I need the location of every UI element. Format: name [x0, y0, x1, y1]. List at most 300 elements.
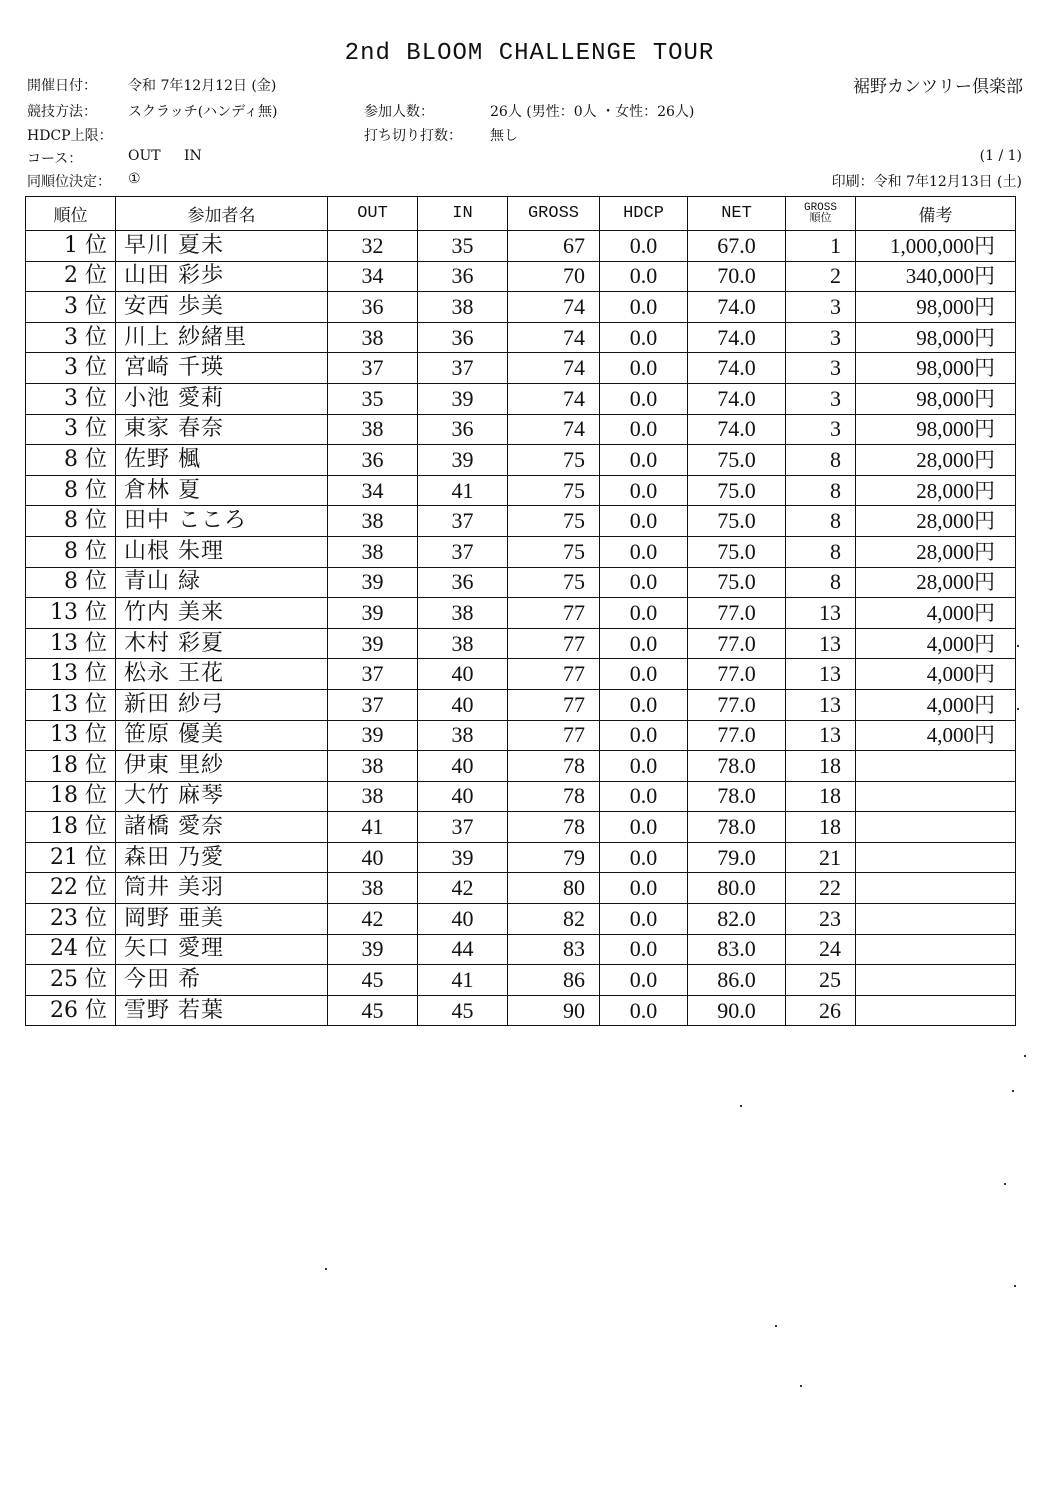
- hdcp-cell: 0.0: [600, 781, 688, 812]
- in-cell: 40: [418, 904, 508, 935]
- remarks-cell: 1,000,000円: [856, 231, 1016, 262]
- gross-cell: 78: [508, 812, 600, 843]
- gross-cell: 77: [508, 659, 600, 690]
- name-cell: 岡野 亜美: [116, 904, 328, 935]
- in-cell: 40: [418, 689, 508, 720]
- net-cell: 74.0: [688, 353, 786, 384]
- in-cell: 42: [418, 873, 508, 904]
- net-cell: 77.0: [688, 689, 786, 720]
- in-cell: 40: [418, 781, 508, 812]
- header-net: NET: [688, 197, 786, 231]
- header-out: OUT: [328, 197, 418, 231]
- remarks-cell: 28,000円: [856, 506, 1016, 537]
- scan-speck: [325, 1268, 327, 1270]
- name-cell: 早川 夏未: [116, 231, 328, 262]
- gross-rank-cell: 13: [786, 689, 856, 720]
- in-cell: 36: [418, 414, 508, 445]
- in-cell: 37: [418, 536, 508, 567]
- table-row: [26, 506, 1016, 537]
- out-cell: 38: [328, 414, 418, 445]
- table-row: [26, 873, 1016, 904]
- name-cell: 雪野 若葉: [116, 995, 328, 1026]
- out-cell: 35: [328, 383, 418, 414]
- rank-cell: 13 位: [26, 628, 116, 659]
- in-cell: 38: [418, 598, 508, 629]
- gross-cell: 78: [508, 781, 600, 812]
- name-cell: 山根 朱理: [116, 536, 328, 567]
- name-cell: 宮崎 千瑛: [116, 353, 328, 384]
- name-cell: 矢口 愛理: [116, 934, 328, 965]
- gross-cell: 75: [508, 445, 600, 476]
- remarks-cell: 4,000円: [856, 659, 1016, 690]
- gross-cell: 86: [508, 965, 600, 996]
- name-cell: 田中 こころ: [116, 506, 328, 537]
- course-in: IN: [184, 148, 202, 164]
- scan-speck: [1004, 1183, 1006, 1185]
- remarks-cell: 340,000円: [856, 261, 1016, 292]
- gross-rank-cell: 8: [786, 567, 856, 598]
- gross-rank-cell: 13: [786, 659, 856, 690]
- gross-cell: 75: [508, 536, 600, 567]
- name-cell: 小池 愛莉: [116, 383, 328, 414]
- rank-cell: 3 位: [26, 383, 116, 414]
- out-cell: 36: [328, 292, 418, 323]
- hdcp-cell: 0.0: [600, 261, 688, 292]
- net-cell: 78.0: [688, 751, 786, 782]
- rank-cell: 21 位: [26, 842, 116, 873]
- document-title: 2nd BLOOM CHALLENGE TOUR: [344, 40, 715, 67]
- in-cell: 39: [418, 445, 508, 476]
- header-rank: 順位: [26, 197, 116, 231]
- rank-cell: 3 位: [26, 322, 116, 353]
- gross-cell: 79: [508, 842, 600, 873]
- rank-cell: 8 位: [26, 445, 116, 476]
- hdcp-cell: 0.0: [600, 383, 688, 414]
- gross-rank-cell: 2: [786, 261, 856, 292]
- table-row: [26, 414, 1016, 445]
- remarks-cell: 98,000円: [856, 353, 1016, 384]
- rank-cell: 13 位: [26, 720, 116, 751]
- out-cell: 38: [328, 751, 418, 782]
- gross-rank-cell: 13: [786, 628, 856, 659]
- gross-rank-cell: 8: [786, 536, 856, 567]
- scan-speck: [1017, 708, 1019, 710]
- scan-speck: [1024, 1055, 1026, 1057]
- gross-rank-cell: 21: [786, 842, 856, 873]
- rank-cell: 18 位: [26, 781, 116, 812]
- gross-cell: 74: [508, 353, 600, 384]
- header-gross-rank-line2: 順位: [809, 212, 832, 225]
- table-row: [26, 995, 1016, 1026]
- remarks-cell: 98,000円: [856, 414, 1016, 445]
- gross-rank-cell: 3: [786, 292, 856, 323]
- table-row: [26, 659, 1016, 690]
- net-cell: 82.0: [688, 904, 786, 935]
- print-date: 印刷：令和 7年12月13日 (土): [831, 174, 1022, 190]
- table-row: [26, 231, 1016, 262]
- participants-label: 参加人数：: [364, 104, 434, 120]
- hdcp-cell: 0.0: [600, 292, 688, 323]
- table-row: [26, 934, 1016, 965]
- table-row: [26, 720, 1016, 751]
- table-row: [26, 536, 1016, 567]
- in-cell: 37: [418, 506, 508, 537]
- remarks-cell: 28,000円: [856, 567, 1016, 598]
- gross-rank-cell: 3: [786, 414, 856, 445]
- tiebreak-value: ①: [128, 171, 141, 187]
- rank-cell: 25 位: [26, 965, 116, 996]
- remarks-cell: 28,000円: [856, 445, 1016, 476]
- out-cell: 41: [328, 812, 418, 843]
- net-cell: 75.0: [688, 445, 786, 476]
- gross-cell: 90: [508, 995, 600, 1026]
- remarks-cell: 98,000円: [856, 322, 1016, 353]
- course-label: コース：: [27, 151, 83, 167]
- results-table: [25, 196, 1016, 1026]
- header-gross: GROSS: [508, 197, 600, 231]
- net-cell: 74.0: [688, 383, 786, 414]
- gross-rank-cell: 24: [786, 934, 856, 965]
- gross-cell: 80: [508, 873, 600, 904]
- hdcp-cell: 0.0: [600, 506, 688, 537]
- hdcp-limit-label: HDCP上限：: [27, 128, 113, 144]
- out-cell: 38: [328, 781, 418, 812]
- gross-cell: 77: [508, 720, 600, 751]
- net-cell: 77.0: [688, 659, 786, 690]
- net-cell: 78.0: [688, 781, 786, 812]
- rank-cell: 2 位: [26, 261, 116, 292]
- out-cell: 39: [328, 934, 418, 965]
- gross-cell: 74: [508, 414, 600, 445]
- name-cell: 東家 春奈: [116, 414, 328, 445]
- gross-cell: 83: [508, 934, 600, 965]
- rank-cell: 8 位: [26, 475, 116, 506]
- out-cell: 34: [328, 475, 418, 506]
- rank-cell: 24 位: [26, 934, 116, 965]
- remarks-cell: 4,000円: [856, 720, 1016, 751]
- in-cell: 37: [418, 353, 508, 384]
- remarks-cell: 4,000円: [856, 598, 1016, 629]
- net-cell: 90.0: [688, 995, 786, 1026]
- name-cell: 青山 緑: [116, 567, 328, 598]
- table-header-row: [26, 197, 1016, 231]
- header-hdcp: HDCP: [600, 197, 688, 231]
- gross-rank-cell: 25: [786, 965, 856, 996]
- hdcp-cell: 0.0: [600, 231, 688, 262]
- net-cell: 74.0: [688, 322, 786, 353]
- hdcp-cell: 0.0: [600, 995, 688, 1026]
- hdcp-cell: 0.0: [600, 628, 688, 659]
- hdcp-cell: 0.0: [600, 475, 688, 506]
- gross-cell: 75: [508, 567, 600, 598]
- rank-cell: 3 位: [26, 414, 116, 445]
- hdcp-cell: 0.0: [600, 812, 688, 843]
- header-in: IN: [418, 197, 508, 231]
- date-label: 開催日付：: [27, 78, 97, 94]
- remarks-cell: [856, 934, 1016, 965]
- out-cell: 37: [328, 659, 418, 690]
- page-indicator: (1 / 1): [979, 148, 1022, 164]
- table-row: [26, 781, 1016, 812]
- gross-rank-cell: 23: [786, 904, 856, 935]
- remarks-cell: [856, 842, 1016, 873]
- gross-rank-cell: 18: [786, 781, 856, 812]
- name-cell: 笹原 優美: [116, 720, 328, 751]
- in-cell: 45: [418, 995, 508, 1026]
- net-cell: 67.0: [688, 231, 786, 262]
- rank-cell: 8 位: [26, 567, 116, 598]
- out-cell: 42: [328, 904, 418, 935]
- hdcp-cell: 0.0: [600, 842, 688, 873]
- rank-cell: 3 位: [26, 353, 116, 384]
- name-cell: 竹内 美来: [116, 598, 328, 629]
- gross-rank-cell: 3: [786, 353, 856, 384]
- gross-cell: 74: [508, 383, 600, 414]
- in-cell: 40: [418, 751, 508, 782]
- club-name: 裾野カンツリー倶楽部: [853, 77, 1023, 97]
- rank-cell: 3 位: [26, 292, 116, 323]
- table-row: [26, 261, 1016, 292]
- in-cell: 39: [418, 383, 508, 414]
- out-cell: 45: [328, 965, 418, 996]
- gross-cell: 70: [508, 261, 600, 292]
- tiebreak-label: 同順位決定：: [27, 174, 111, 190]
- name-cell: 森田 乃愛: [116, 842, 328, 873]
- table-row: [26, 445, 1016, 476]
- net-cell: 86.0: [688, 965, 786, 996]
- out-cell: 45: [328, 995, 418, 1026]
- table-row: [26, 628, 1016, 659]
- gross-rank-cell: 3: [786, 322, 856, 353]
- out-cell: 38: [328, 536, 418, 567]
- in-cell: 37: [418, 812, 508, 843]
- remarks-cell: 98,000円: [856, 292, 1016, 323]
- in-cell: 38: [418, 292, 508, 323]
- rank-cell: 1 位: [26, 231, 116, 262]
- name-cell: 倉林 夏: [116, 475, 328, 506]
- in-cell: 39: [418, 842, 508, 873]
- course-out: OUT: [128, 148, 161, 164]
- gross-rank-cell: 18: [786, 812, 856, 843]
- table-row: [26, 751, 1016, 782]
- name-cell: 安西 歩美: [116, 292, 328, 323]
- net-cell: 70.0: [688, 261, 786, 292]
- gross-rank-cell: 8: [786, 475, 856, 506]
- rank-cell: 8 位: [26, 536, 116, 567]
- table-row: [26, 475, 1016, 506]
- rank-cell: 18 位: [26, 812, 116, 843]
- net-cell: 75.0: [688, 475, 786, 506]
- gross-cell: 75: [508, 475, 600, 506]
- in-cell: 40: [418, 659, 508, 690]
- scan-speck: [1017, 645, 1019, 647]
- out-cell: 37: [328, 689, 418, 720]
- participants-value: 26人 (男性：0人 ・女性：26人): [490, 104, 695, 120]
- in-cell: 36: [418, 261, 508, 292]
- gross-rank-cell: 13: [786, 720, 856, 751]
- hdcp-cell: 0.0: [600, 353, 688, 384]
- scan-speck: [775, 1325, 777, 1327]
- cutoff-label: 打ち切り打数：: [364, 128, 462, 144]
- rank-cell: 23 位: [26, 904, 116, 935]
- net-cell: 74.0: [688, 414, 786, 445]
- in-cell: 41: [418, 965, 508, 996]
- remarks-cell: [856, 965, 1016, 996]
- remarks-cell: [856, 751, 1016, 782]
- net-cell: 80.0: [688, 873, 786, 904]
- in-cell: 36: [418, 567, 508, 598]
- scan-speck: [740, 1105, 742, 1107]
- gross-cell: 74: [508, 322, 600, 353]
- rank-cell: 26 位: [26, 995, 116, 1026]
- table-row: [26, 383, 1016, 414]
- out-cell: 38: [328, 873, 418, 904]
- hdcp-cell: 0.0: [600, 934, 688, 965]
- gross-cell: 77: [508, 628, 600, 659]
- hdcp-cell: 0.0: [600, 720, 688, 751]
- out-cell: 39: [328, 720, 418, 751]
- name-cell: 山田 彩歩: [116, 261, 328, 292]
- gross-rank-cell: 26: [786, 995, 856, 1026]
- name-cell: 筒井 美羽: [116, 873, 328, 904]
- table-row: [26, 812, 1016, 843]
- gross-rank-cell: 8: [786, 506, 856, 537]
- name-cell: 大竹 麻琴: [116, 781, 328, 812]
- scan-speck: [1012, 1090, 1014, 1092]
- rank-cell: 13 位: [26, 659, 116, 690]
- gross-cell: 77: [508, 689, 600, 720]
- gross-rank-cell: 3: [786, 383, 856, 414]
- name-cell: 木村 彩夏: [116, 628, 328, 659]
- remarks-cell: [856, 904, 1016, 935]
- remarks-cell: [856, 812, 1016, 843]
- table-row: [26, 904, 1016, 935]
- header-gross-rank: [786, 197, 856, 231]
- hdcp-cell: 0.0: [600, 598, 688, 629]
- scan-speck: [800, 1385, 802, 1387]
- name-cell: 伊東 里紗: [116, 751, 328, 782]
- hdcp-cell: 0.0: [600, 873, 688, 904]
- net-cell: 75.0: [688, 506, 786, 537]
- out-cell: 39: [328, 598, 418, 629]
- hdcp-cell: 0.0: [600, 322, 688, 353]
- remarks-cell: [856, 781, 1016, 812]
- remarks-cell: 28,000円: [856, 475, 1016, 506]
- name-cell: 佐野 楓: [116, 445, 328, 476]
- out-cell: 39: [328, 628, 418, 659]
- in-cell: 44: [418, 934, 508, 965]
- out-cell: 40: [328, 842, 418, 873]
- in-cell: 36: [418, 322, 508, 353]
- hdcp-cell: 0.0: [600, 904, 688, 935]
- header-remarks: 備考: [856, 197, 1016, 231]
- net-cell: 79.0: [688, 842, 786, 873]
- gross-rank-cell: 13: [786, 598, 856, 629]
- rank-cell: 13 位: [26, 689, 116, 720]
- hdcp-cell: 0.0: [600, 751, 688, 782]
- net-cell: 77.0: [688, 720, 786, 751]
- in-cell: 38: [418, 628, 508, 659]
- name-cell: 今田 希: [116, 965, 328, 996]
- hdcp-cell: 0.0: [600, 536, 688, 567]
- table-row: [26, 689, 1016, 720]
- cutoff-value: 無し: [490, 128, 518, 144]
- hdcp-cell: 0.0: [600, 965, 688, 996]
- remarks-cell: [856, 873, 1016, 904]
- out-cell: 34: [328, 261, 418, 292]
- table-row: [26, 965, 1016, 996]
- gross-rank-cell: 8: [786, 445, 856, 476]
- table-row: [26, 322, 1016, 353]
- gross-cell: 77: [508, 598, 600, 629]
- name-cell: 川上 紗緒里: [116, 322, 328, 353]
- gross-cell: 82: [508, 904, 600, 935]
- hdcp-cell: 0.0: [600, 567, 688, 598]
- rank-cell: 18 位: [26, 751, 116, 782]
- gross-cell: 67: [508, 231, 600, 262]
- rank-cell: 22 位: [26, 873, 116, 904]
- table-row: [26, 292, 1016, 323]
- format-value: スクラッチ(ハンディ無): [128, 104, 278, 120]
- gross-cell: 78: [508, 751, 600, 782]
- net-cell: 75.0: [688, 536, 786, 567]
- gross-rank-cell: 22: [786, 873, 856, 904]
- net-cell: 83.0: [688, 934, 786, 965]
- gross-rank-cell: 1: [786, 231, 856, 262]
- rank-cell: 8 位: [26, 506, 116, 537]
- header-gross-rank-line1: GROSS: [803, 201, 837, 214]
- table-row: [26, 353, 1016, 384]
- table-row: [26, 567, 1016, 598]
- hdcp-cell: 0.0: [600, 659, 688, 690]
- date-value: 令和 7年12月12日 (金): [128, 78, 277, 94]
- out-cell: 37: [328, 353, 418, 384]
- in-cell: 35: [418, 231, 508, 262]
- net-cell: 77.0: [688, 598, 786, 629]
- hdcp-cell: 0.0: [600, 445, 688, 476]
- out-cell: 38: [328, 322, 418, 353]
- remarks-cell: 4,000円: [856, 689, 1016, 720]
- table-row: [26, 842, 1016, 873]
- net-cell: 78.0: [688, 812, 786, 843]
- in-cell: 41: [418, 475, 508, 506]
- remarks-cell: 28,000円: [856, 536, 1016, 567]
- out-cell: 32: [328, 231, 418, 262]
- remarks-cell: 98,000円: [856, 383, 1016, 414]
- gross-cell: 75: [508, 506, 600, 537]
- net-cell: 75.0: [688, 567, 786, 598]
- name-cell: 松永 王花: [116, 659, 328, 690]
- remarks-cell: [856, 995, 1016, 1026]
- table-row: [26, 598, 1016, 629]
- name-cell: 新田 紗弓: [116, 689, 328, 720]
- format-label: 競技方法：: [27, 104, 97, 120]
- name-cell: 諸橋 愛奈: [116, 812, 328, 843]
- out-cell: 39: [328, 567, 418, 598]
- rank-cell: 13 位: [26, 598, 116, 629]
- scan-speck: [1014, 1285, 1016, 1287]
- hdcp-cell: 0.0: [600, 689, 688, 720]
- remarks-cell: 4,000円: [856, 628, 1016, 659]
- gross-cell: 74: [508, 292, 600, 323]
- out-cell: 38: [328, 506, 418, 537]
- hdcp-cell: 0.0: [600, 414, 688, 445]
- net-cell: 74.0: [688, 292, 786, 323]
- header-name: 参加者名: [116, 197, 328, 231]
- in-cell: 38: [418, 720, 508, 751]
- gross-rank-cell: 18: [786, 751, 856, 782]
- net-cell: 77.0: [688, 628, 786, 659]
